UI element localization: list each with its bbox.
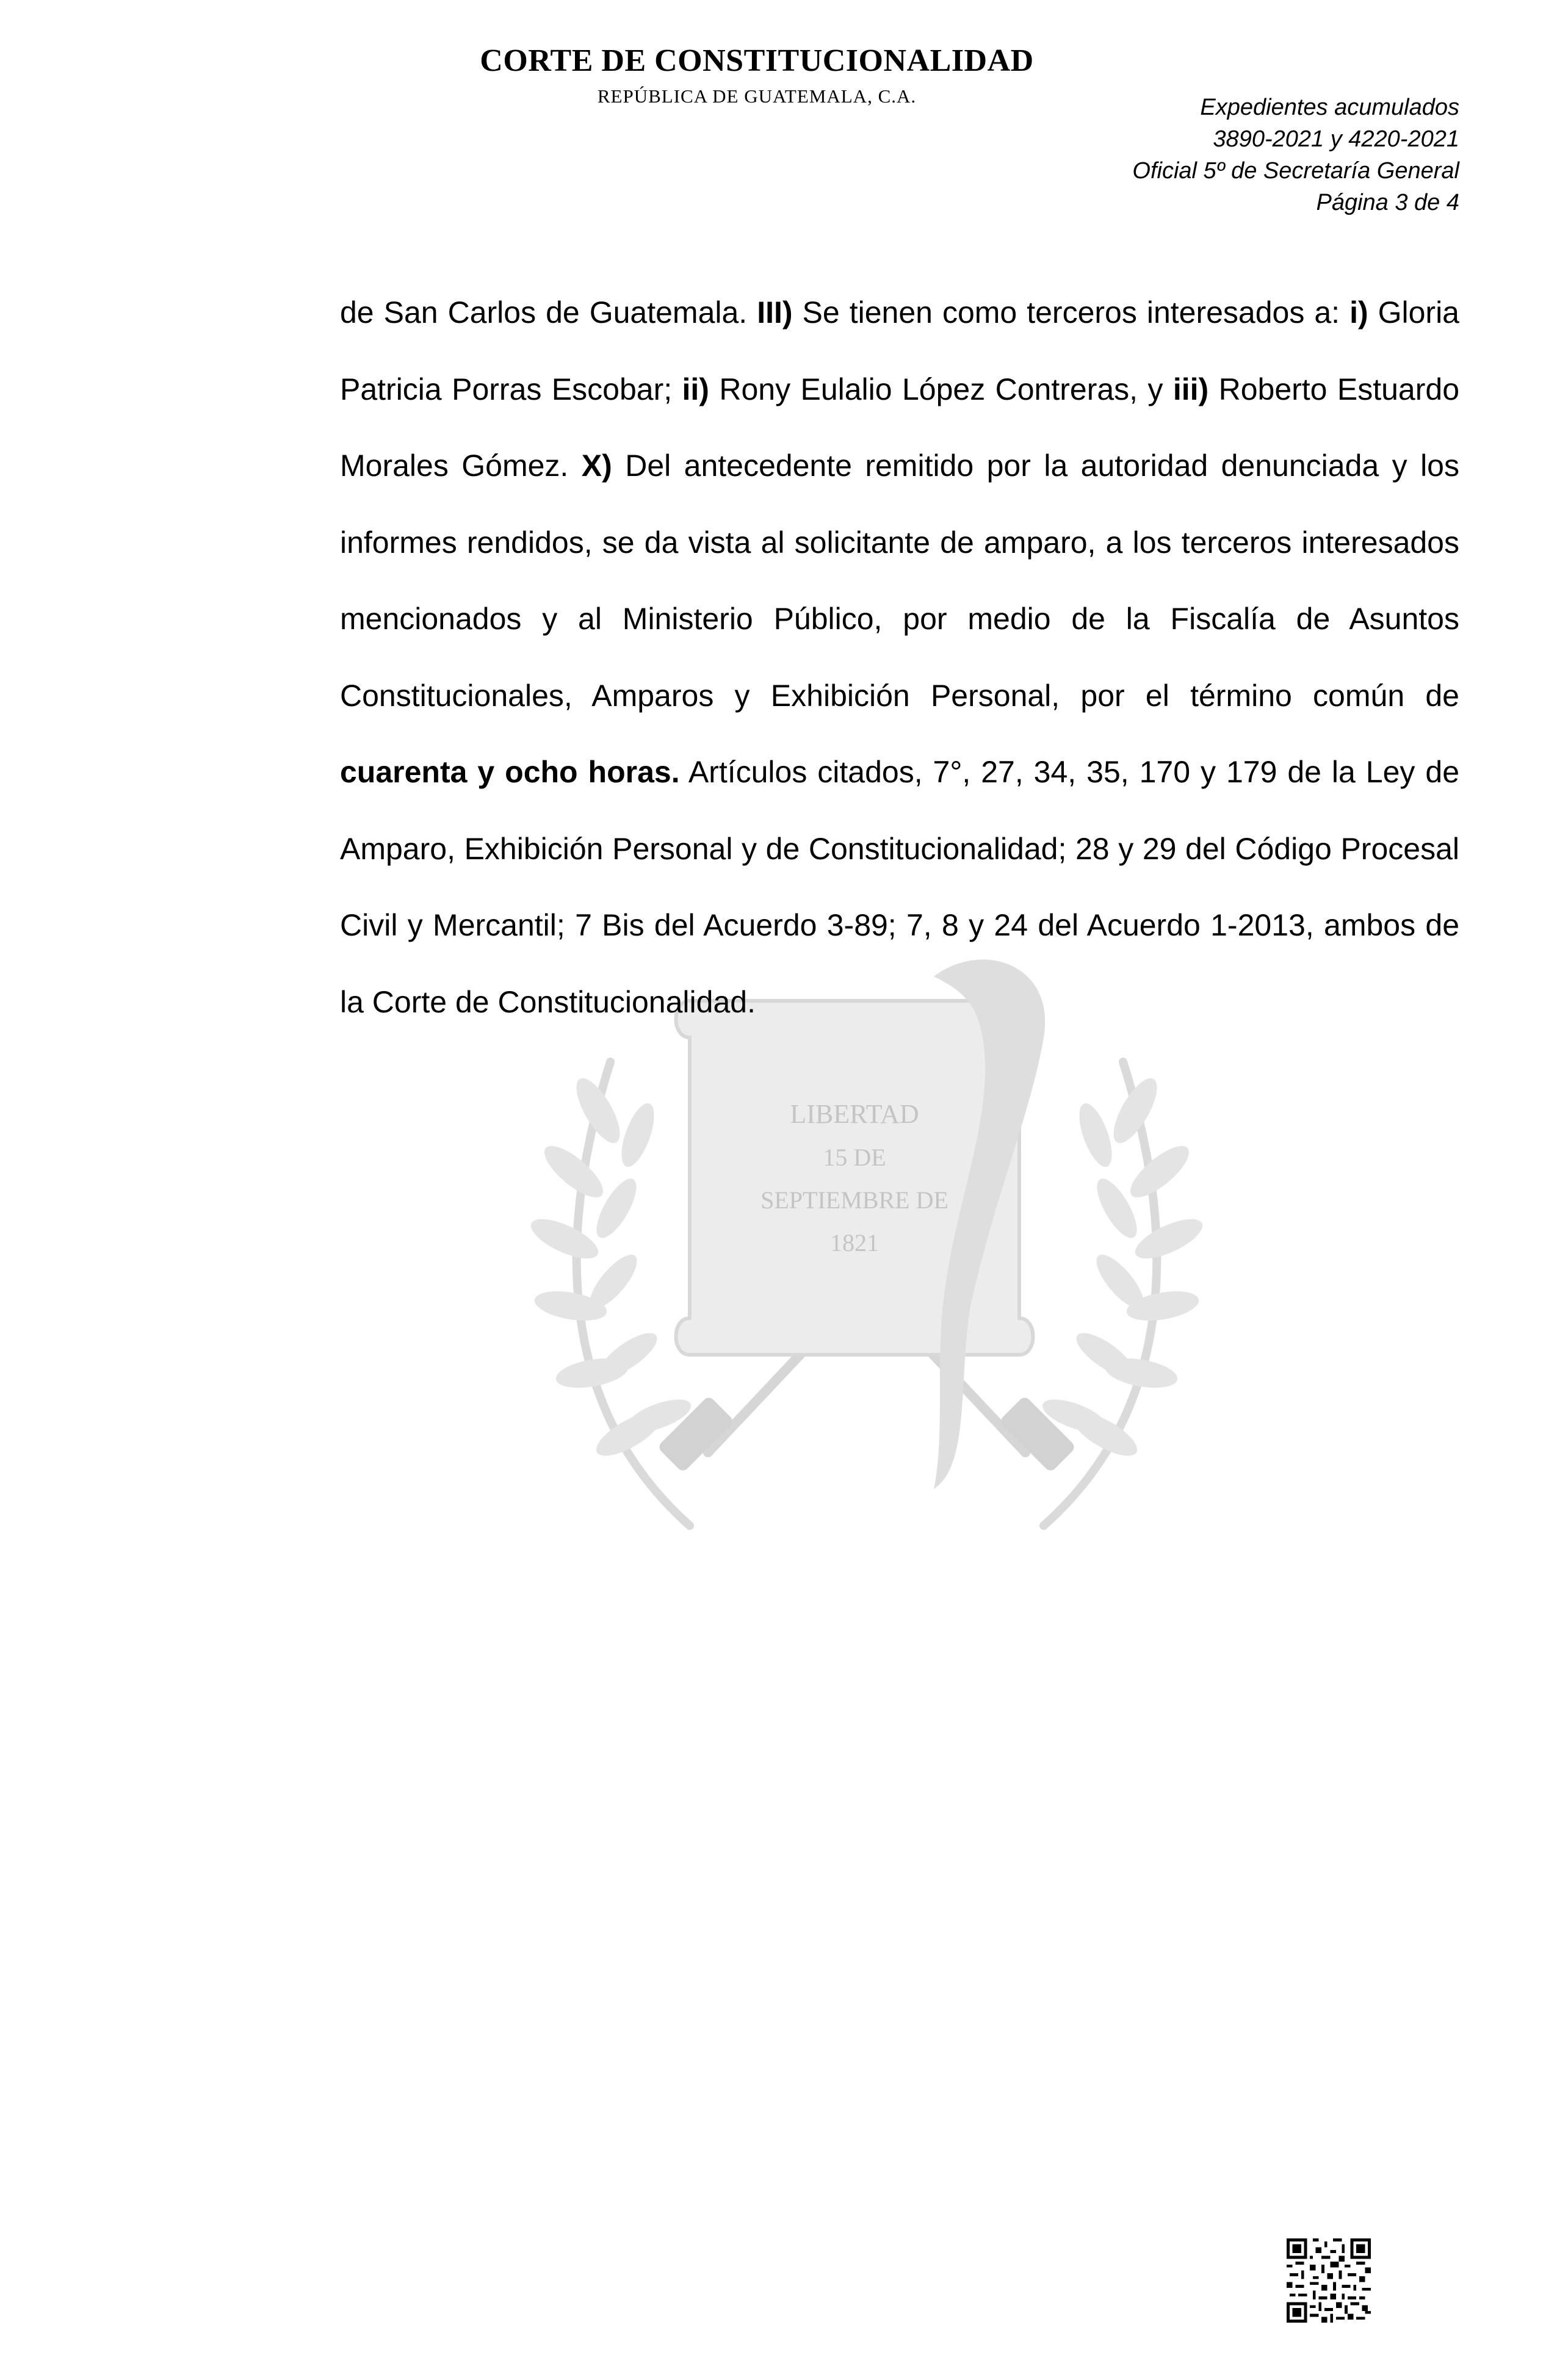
text-segment: Se tienen como terceros interesados a:: [792, 295, 1350, 330]
numeral-i: i): [1349, 295, 1368, 330]
office: Oficial 5º de Secretaría General: [1132, 158, 1459, 184]
case-numbers: 3890-2021 y 4220-2021: [1213, 126, 1459, 152]
resolution-paragraph: [340, 275, 1459, 1040]
court-name: CORTE DE CONSTITUCIONALIDAD: [480, 43, 1034, 78]
numeral-III: III): [757, 295, 793, 330]
text-segment: de San Carlos de Guatemala.: [340, 295, 757, 330]
text-segment: Del antecedente remitido por la autoridad denunciada y los informes rendidos, se da vista al solicitante de amparo, a los terceros interesados mencionados y al Ministerio Público, por medio de la Fiscalía de Asuntos Constitucionales, Amparos y Exhibición Personal, por el término común de: [340, 449, 1459, 713]
scroll-line-1: LIBERTAD: [790, 1099, 919, 1129]
qr-code-icon[interactable]: [1287, 2238, 1371, 2323]
country-name: REPÚBLICA DE GUATEMALA, C.A.: [597, 85, 917, 107]
scroll-line-3: SEPTIEMBRE DE: [760, 1186, 948, 1214]
case-type: Expedientes acumulados: [1200, 95, 1459, 120]
numeral-ii: ii): [682, 372, 709, 406]
numeral-iii: iii): [1172, 372, 1209, 406]
case-metadata: [1132, 92, 1459, 218]
text-segment: Rony Eulalio López Contreras, y: [709, 372, 1173, 406]
text-segment: Roberto Estuardo Morales Gómez.: [340, 372, 1459, 483]
scroll-line-2: 15 DE: [823, 1144, 886, 1171]
term-emphasis: cuarenta y ocho horas.: [340, 755, 680, 789]
numeral-X: X): [581, 449, 612, 483]
scroll-line-4: 1821: [830, 1229, 879, 1257]
text-segment: Artículos citados, 7°, 27, 34, 35, 170 y 179 de la Ley de Amparo, Exhibición Personal y de Constitucionalidad; 28 y 29 del Código Procesal Civil y Mercantil; 7 Bis del Acuerdo 3-89; 7, 8 y 24 del Acuerdo 1-2013, ambos de la Corte de Constitucionalidad.: [340, 755, 1459, 1019]
text-segment: Gloria Patricia Porras Escobar;: [340, 295, 1459, 406]
page-number: Página 3 de 4: [1316, 190, 1459, 215]
